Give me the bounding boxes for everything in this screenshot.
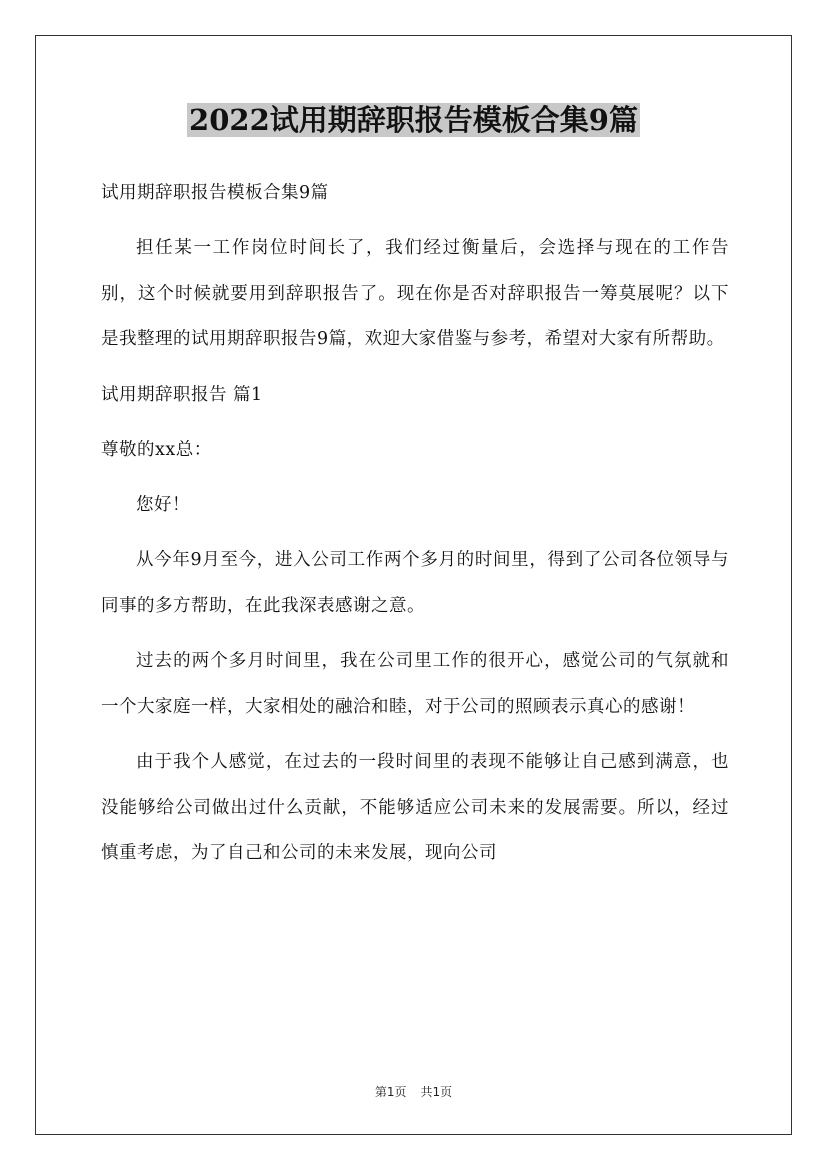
paragraph: 您好！ (136, 495, 190, 516)
paragraph: 试用期辞职报告 篇1 (101, 384, 263, 405)
page-footer (0, 1083, 827, 1101)
paragraph: 由于我个人感觉，在过去的一段时间里的表现不能够让自己感到满意，也没能够给公司做出过什么贡献，不能够适应公司未来的发展需要。所以，经过慎重考虑，为了自己和公司的未来发展，现向公司 (101, 752, 729, 864)
paragraph: 试用期辞职报告模板合集9篇 (101, 183, 329, 203)
paragraph: 尊敬的xx总： (101, 439, 212, 460)
paragraph: 担任某一工作岗位时间长了，我们经过衡量后，会选择与现在的工作告别，这个时候就要用到辞职报告了。现在你是否对辞职报告一筹莫展呢？以下是我整理的试用期辞职报告9篇，欢迎大家借鉴与参考，希望对大家有所帮助。 (101, 238, 729, 350)
paragraph: 从今年9月至今，进入公司工作两个多月的时间里，得到了公司各位领导与同事的多方帮助，在此我深表感谢之意。 (101, 550, 729, 616)
document-title (0, 98, 827, 142)
page-number: 第1页 (374, 1085, 407, 1099)
document-title-text: 2022试用期辞职报告模板合集9篇 (189, 103, 638, 137)
page-total: 共1页 (420, 1085, 453, 1099)
document-body (101, 171, 729, 886)
paragraph: 过去的两个多月时间里，我在公司里工作的很开心，感觉公司的气氛就和一个大家庭一样，大家相处的融洽和睦，对于公司的照顾表示真心的感谢！ (101, 651, 729, 717)
